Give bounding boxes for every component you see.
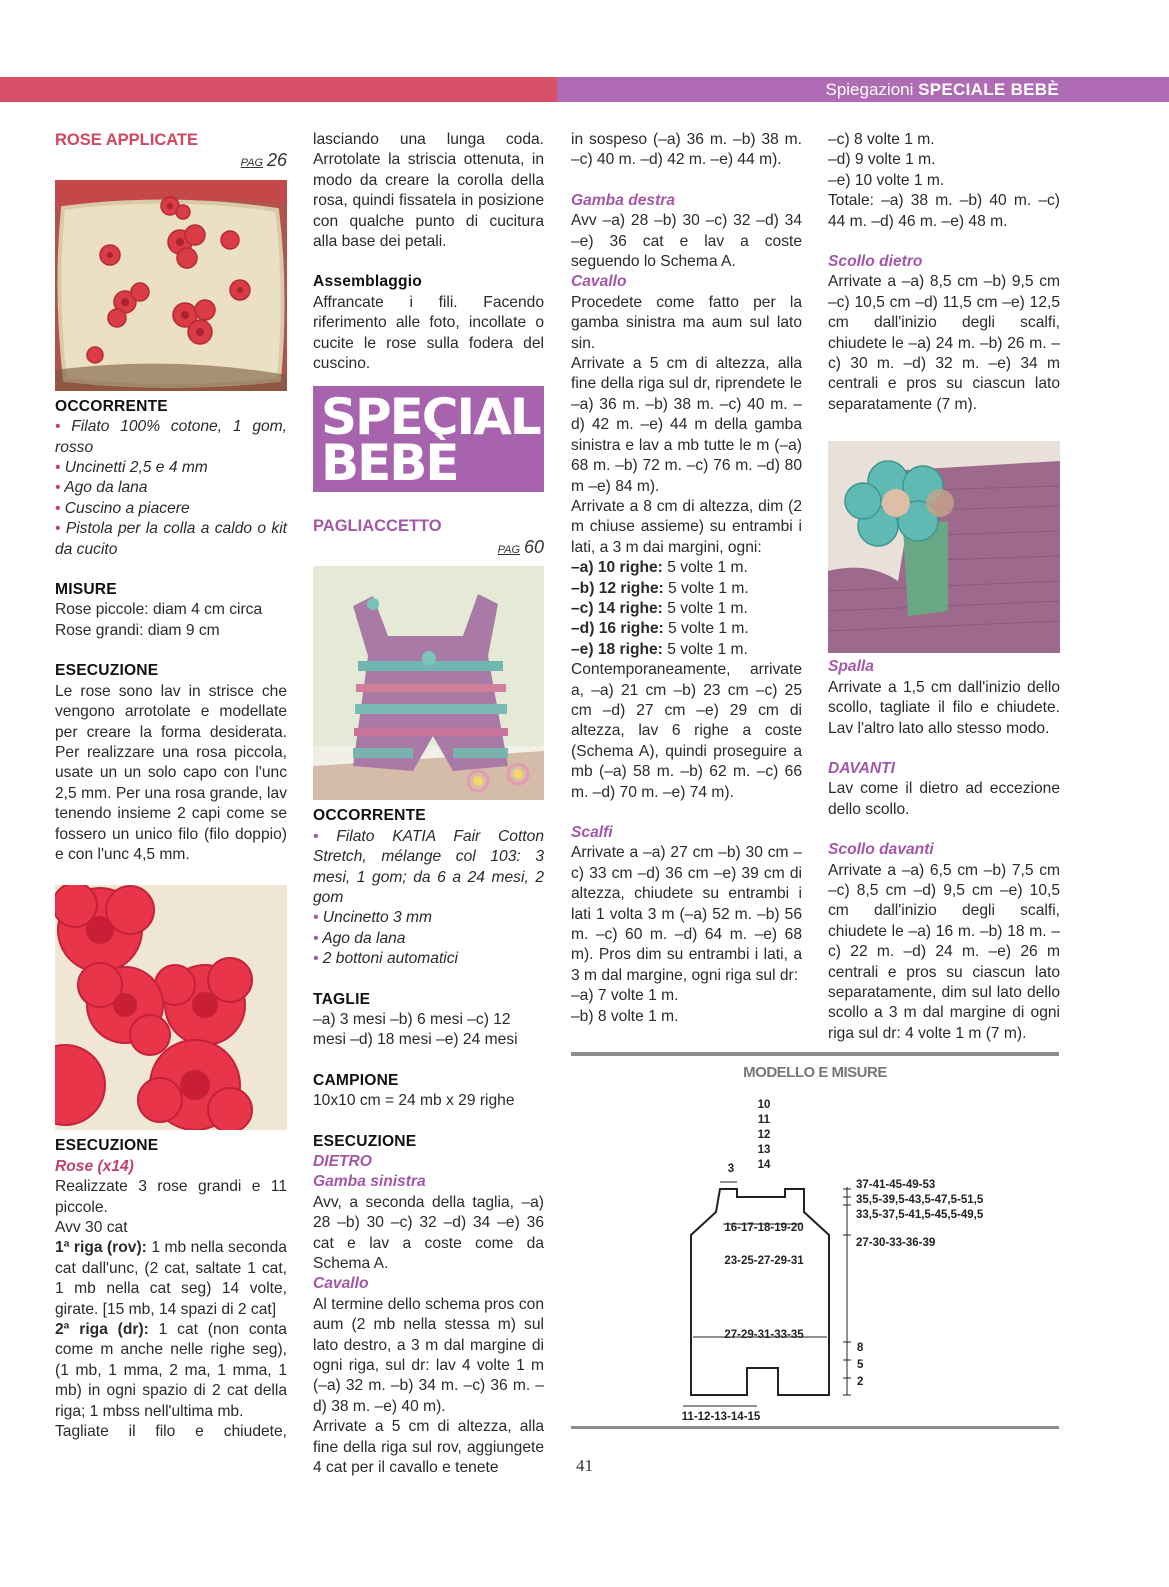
totale-text: Totale: –a) 38 m. –b) 40 m. –c) 44 m. –d) 46 m. –e) 48 m.: [828, 192, 1060, 230]
occ-item: • Ago da lana: [55, 479, 148, 497]
page-ref: [313, 537, 544, 560]
davanti-heading: DAVANTI: [828, 759, 895, 777]
column-4: [828, 130, 1060, 1044]
occorrente-heading: OCCORRENTE: [313, 807, 426, 825]
campione-text: 10x10 cm = 24 mb x 29 righe: [313, 1092, 515, 1110]
davanti-text: Lav come il dietro ad eccezione dello scollo.: [828, 780, 1060, 818]
rose-continuation: lasciando una lunga coda. Arrotolate la striscia ottenuta, in modo da creare la corolla della rosa, quindi fissatela in posizione con qualche punto di cucitura alla base dei petali.: [313, 131, 544, 251]
scalfi-line: –c) 8 volte 1 m.: [828, 131, 935, 148]
decrease-row: –c) 14 righe: 5 volte 1 m.: [571, 599, 748, 617]
column-1: [55, 130, 287, 1442]
gamba-sinistra-heading: Gamba sinistra: [313, 1173, 426, 1191]
small-measure-label: 2: [857, 1376, 864, 1388]
misure-heading: MISURE: [55, 581, 117, 599]
gamba-destra-heading: Gamba destra: [571, 191, 676, 209]
esecuzione-text: Le rose sono lav in strisce che vengono arrotolate e modellate per creare la forma desiderata. Per realizzare una rosa piccola, usate un un solo capo con l'unc 2,5 mm. Per una rosa grande, lav tenendo insieme 2 capi come se fossero un unico filo (filo doppio) e con l'unc 4,5 mm.: [55, 682, 287, 863]
banner-line-2: BEBÈ: [321, 434, 458, 493]
scollo-davanti-text: Arrivate a –a) 6,5 cm –b) 7,5 cm –c) 8,5 cm –d) 9,5 cm –e) 10,5 cm dall'inizio degli scalfi, chiudete le –a) 16 m. –b) 18 m. –c) 22 m. –d) 24 m. –e) 26 m centrali e pros su ciascun lato separatamente, dim sul lato dello scollo a 3 m dal margine di ogni riga sul dr: 4 volte 1 m (7 m).: [828, 861, 1060, 1042]
strap-length-label: 11: [757, 1114, 771, 1126]
diagram-drawing: [571, 1052, 1059, 1422]
page-ref-number: 60: [523, 536, 544, 557]
scalfi-heading: Scalfi: [571, 824, 613, 841]
campione-heading: CAMPIONE: [313, 1071, 399, 1089]
occ-item: • Uncinetti 2,5 e 4 mm: [55, 459, 208, 477]
cavallo-text: Al termine dello schema pros con aum (2 mb nella stessa m) sul lato destro, a 3 m dal margine di ogni riga, sul dr: lav 4 volte 1 m (–a) 32 m. –b) 34 m. –c) 36 m. –d) 38 m. –e) 40 m).: [313, 1295, 544, 1415]
cavallo-heading: Cavallo: [313, 1275, 369, 1293]
section-prefix: Spiegazioni: [825, 80, 914, 99]
occ-item: • 2 bottoni automatici: [313, 950, 459, 968]
occ-item: • Ago da lana: [313, 929, 406, 947]
occ-item: • Cuscino a piacere: [55, 499, 190, 517]
diagram-title: MODELLO E MISURE: [743, 1064, 887, 1081]
page-ref-number: 26: [266, 150, 287, 171]
spalla-text: Arrivate a 1,5 cm dall'inizio dello scollo, tagliate il filo e chiudete. Lav l'altro lato allo stesso modo.: [828, 678, 1060, 737]
schematic-diagram: [571, 1052, 1059, 1432]
page-ref-label: PAG: [240, 157, 264, 170]
romper-photo: [313, 566, 544, 800]
small-measure-label: 5: [857, 1359, 864, 1371]
strap-length-label: 14: [757, 1159, 771, 1171]
strap-width-label: 3: [727, 1163, 735, 1175]
gamba-destra-text: Avv –a) 28 –b) 30 –c) 32 –d) 34 –e) 36 cat e lav a coste seguendo lo Schema A.: [571, 212, 802, 271]
decrease-row: –a) 10 righe: 5 volte 1 m.: [571, 559, 748, 577]
decrease-row: –b) 12 righe: 5 volte 1 m.: [571, 579, 749, 597]
diagram-rule-bottom: [571, 1426, 1059, 1429]
page-ref-label: PAG: [497, 543, 521, 556]
column-2: [313, 130, 572, 1478]
scollo-dietro-heading: Scollo dietro: [828, 253, 923, 271]
rose-paragraph: Avv 30 cat: [55, 1218, 128, 1236]
cavallo-heading: Cavallo: [571, 273, 627, 291]
strap-length-label: 10: [757, 1099, 771, 1111]
scalfi-line: –d) 9 volte 1 m.: [828, 151, 936, 169]
column-3: [571, 130, 802, 1027]
row1-instruction: 1ª riga (rov): 1 mb nella seconda cat dall'unc, (2 cat, saltate 1 cat, 1 mb nella cat seg) 14 volte, girate. [15 mb, 14 spazi di 2 cat]: [55, 1239, 287, 1318]
cavallo-paragraph: Arrivate a 8 cm di altezza, dim (2 m chiuse assieme) su entrambi i lati, a 3 m dai margini, ogni:: [571, 497, 802, 556]
right-measure-label: 27-30-33-36-39: [856, 1237, 936, 1249]
misure-line: Rose piccole: diam 4 cm circa: [55, 601, 263, 619]
taglie-heading: TAGLIE: [313, 990, 371, 1008]
speciale-bebe-banner: [313, 386, 572, 493]
row2-instruction: 2ª riga (dr): 1 cat (non conta come m anche nelle righe seg), (1 mb, 1 mma, 2 ma, 1 mma, 1 mb) in ogni spazio di 2 cat della riga; 1 mbss nell'ultima mb.: [55, 1321, 287, 1420]
occorrente-heading: OCCORRENTE: [55, 397, 168, 415]
occ-item: • Filato KATIA Fair Cotton Stretch, mélange col 103: 3 mesi, 1 gom; da 6 a 24 mesi, 2 gom: [313, 827, 544, 906]
assemblaggio-heading: Assemblaggio: [313, 273, 422, 291]
scollo-davanti-heading: Scollo davanti: [828, 841, 934, 859]
scalfi-line: –b) 8 volte 1 m.: [571, 1007, 679, 1025]
decrease-row: –e) 18 righe: 5 volte 1 m.: [571, 640, 748, 658]
right-measure-label: 35,5-39,5-43,5-47,5-51,5: [856, 1194, 984, 1206]
small-measure-label: 8: [857, 1342, 864, 1354]
pillow-illustration: [55, 180, 287, 391]
taglie-text: –a) 3 mesi –b) 6 mesi –c) 12 mesi –d) 18 mesi –e) 24 mesi: [313, 1010, 518, 1049]
strap-length-label: 12: [757, 1129, 771, 1141]
hip-measure-label: 27-29-31-33-35: [724, 1329, 804, 1341]
cavallo-paragraph: Contemporaneamente, arrivate a, –a) 21 cm –b) 23 cm –c) 25 cm –d) 27 cm –e) 29 cm di altezza, lav 6 righe a coste (Schema A), quindi proseguire a mb (–a) 58 m. –b) 62 m. –c) 66 m. –d) 70 m. –e) 74 m).: [571, 661, 802, 801]
rose-title: ROSE APPLICATE: [55, 131, 199, 149]
spalla-heading: Spalla: [828, 658, 874, 676]
section-title: SPECIALE BEBÈ: [918, 80, 1059, 99]
rose-illustration: [55, 885, 287, 1130]
assemblaggio-text: Affrancate i fili. Facendo riferimento alle foto, incollate o cucite le rose sulla fodera del cuscino.: [313, 293, 544, 373]
rose-subheading: Rose (x14): [55, 1157, 134, 1175]
scalfi-line: –e) 10 volte 1 m.: [828, 171, 945, 189]
rose-paragraph: Realizzate 3 rose grandi e 11 piccole.: [55, 1178, 287, 1216]
occ-item: • Pistola per la colla a caldo o kit da cucito: [55, 520, 287, 558]
page-ref: [55, 150, 287, 173]
misure-line: Rose grandi: diam 9 cm: [55, 621, 220, 639]
right-measure-label: 37-41-45-49-53: [856, 1179, 936, 1191]
chest-measure-label: 23-25-27-29-31: [724, 1255, 804, 1267]
header-band-left: [0, 77, 557, 102]
cavallo-text: Arrivate a 5 cm di altezza, alla fine della riga sul rov, aggiungete 4 cat per il cavallo e tenete: [313, 1418, 544, 1477]
scalfi-line: –a) 7 volte 1 m.: [571, 987, 679, 1005]
cavallo-paragraph: Arrivate a 5 cm di altezza, alla fine della riga sul dr, riprendete le –a) 36 m. –b) 38 m. –c) 40 m. –d) 42 m. –e) 44 m della gamba sinistra e lav a mb tutte le m (–a) 68 m. –b) 72 m. –c) 76 m. –d) 80 m –e) 84 m).: [571, 355, 802, 495]
cavallo-paragraph: Procedete come fatto per la gamba sinistra ma aum sul lato sin.: [571, 293, 802, 352]
esecuzione-heading: ESECUZIONE: [55, 662, 159, 680]
flower-illustration: [828, 441, 1060, 653]
neck-measure-label: 16-17-18-19-20: [724, 1222, 804, 1234]
flower-detail-photo: [828, 441, 1060, 653]
garment-outline: [691, 1189, 829, 1395]
cavallo-continuation: in sospeso (–a) 36 m. –b) 38 m. –c) 40 m. –d) 42 m. –e) 44 m).: [571, 131, 802, 169]
decrease-row: –d) 16 righe: 5 volte 1 m.: [571, 620, 749, 638]
pillow-photo: [55, 180, 287, 391]
romper-illustration: [313, 566, 544, 800]
row-end-text: Tagliate il filo e chiudete,: [55, 1423, 287, 1441]
strap-length-label: 13: [757, 1144, 771, 1156]
scalfi-text: Arrivate a –a) 27 cm –b) 30 cm –c) 33 cm –d) 36 cm –e) 39 cm di altezza, chiudete su entrambi i lati 1 volta 3 m (–a) 52 m. –b) 56 m. –c) 60 m. –d) 64 m. –e) 68 m). Pros dim su entrambi i lati, a 3 m dal margine, ogni riga sul dr:: [571, 844, 802, 984]
occ-item: • Filato 100% cotone, 1 gom, rosso: [55, 418, 287, 456]
esecuzione-heading: ESECUZIONE: [313, 1132, 417, 1150]
banner-line-1: SPECIALE: [321, 388, 572, 447]
page-number: 41: [576, 1456, 593, 1475]
dietro-heading: DIETRO: [313, 1152, 372, 1170]
occ-item: • Uncinetto 3 mm: [313, 909, 432, 927]
right-measure-label: 33,5-37,5-41,5-45,5-49,5: [856, 1209, 984, 1221]
pagliaccetto-title: PAGLIACCETTO: [313, 517, 442, 536]
gamba-sinistra-text: Avv, a seconda della taglia, –a) 28 –b) 30 –c) 32 –d) 34 –e) 36 cat e lav a coste come da Schema A.: [313, 1193, 544, 1272]
rose-closeup-photo: [55, 885, 287, 1130]
leg-measure-label: 11-12-13-14-15: [681, 1411, 761, 1422]
esecuzione2-heading: ESECUZIONE: [55, 1137, 159, 1155]
section-header: [825, 79, 1059, 100]
scollo-dietro-text: Arrivate a –a) 8,5 cm –b) 9,5 cm –c) 10,5 cm –d) 11,5 cm –e) 12,5 cm dall'inizio degli scalfi, chiudete le –a) 24 m. –b) 26 m. –c) 30 m. –d) 32 m. –e) 34 m centrali e pros su ciascun lato separatamente (7 m).: [828, 273, 1060, 413]
